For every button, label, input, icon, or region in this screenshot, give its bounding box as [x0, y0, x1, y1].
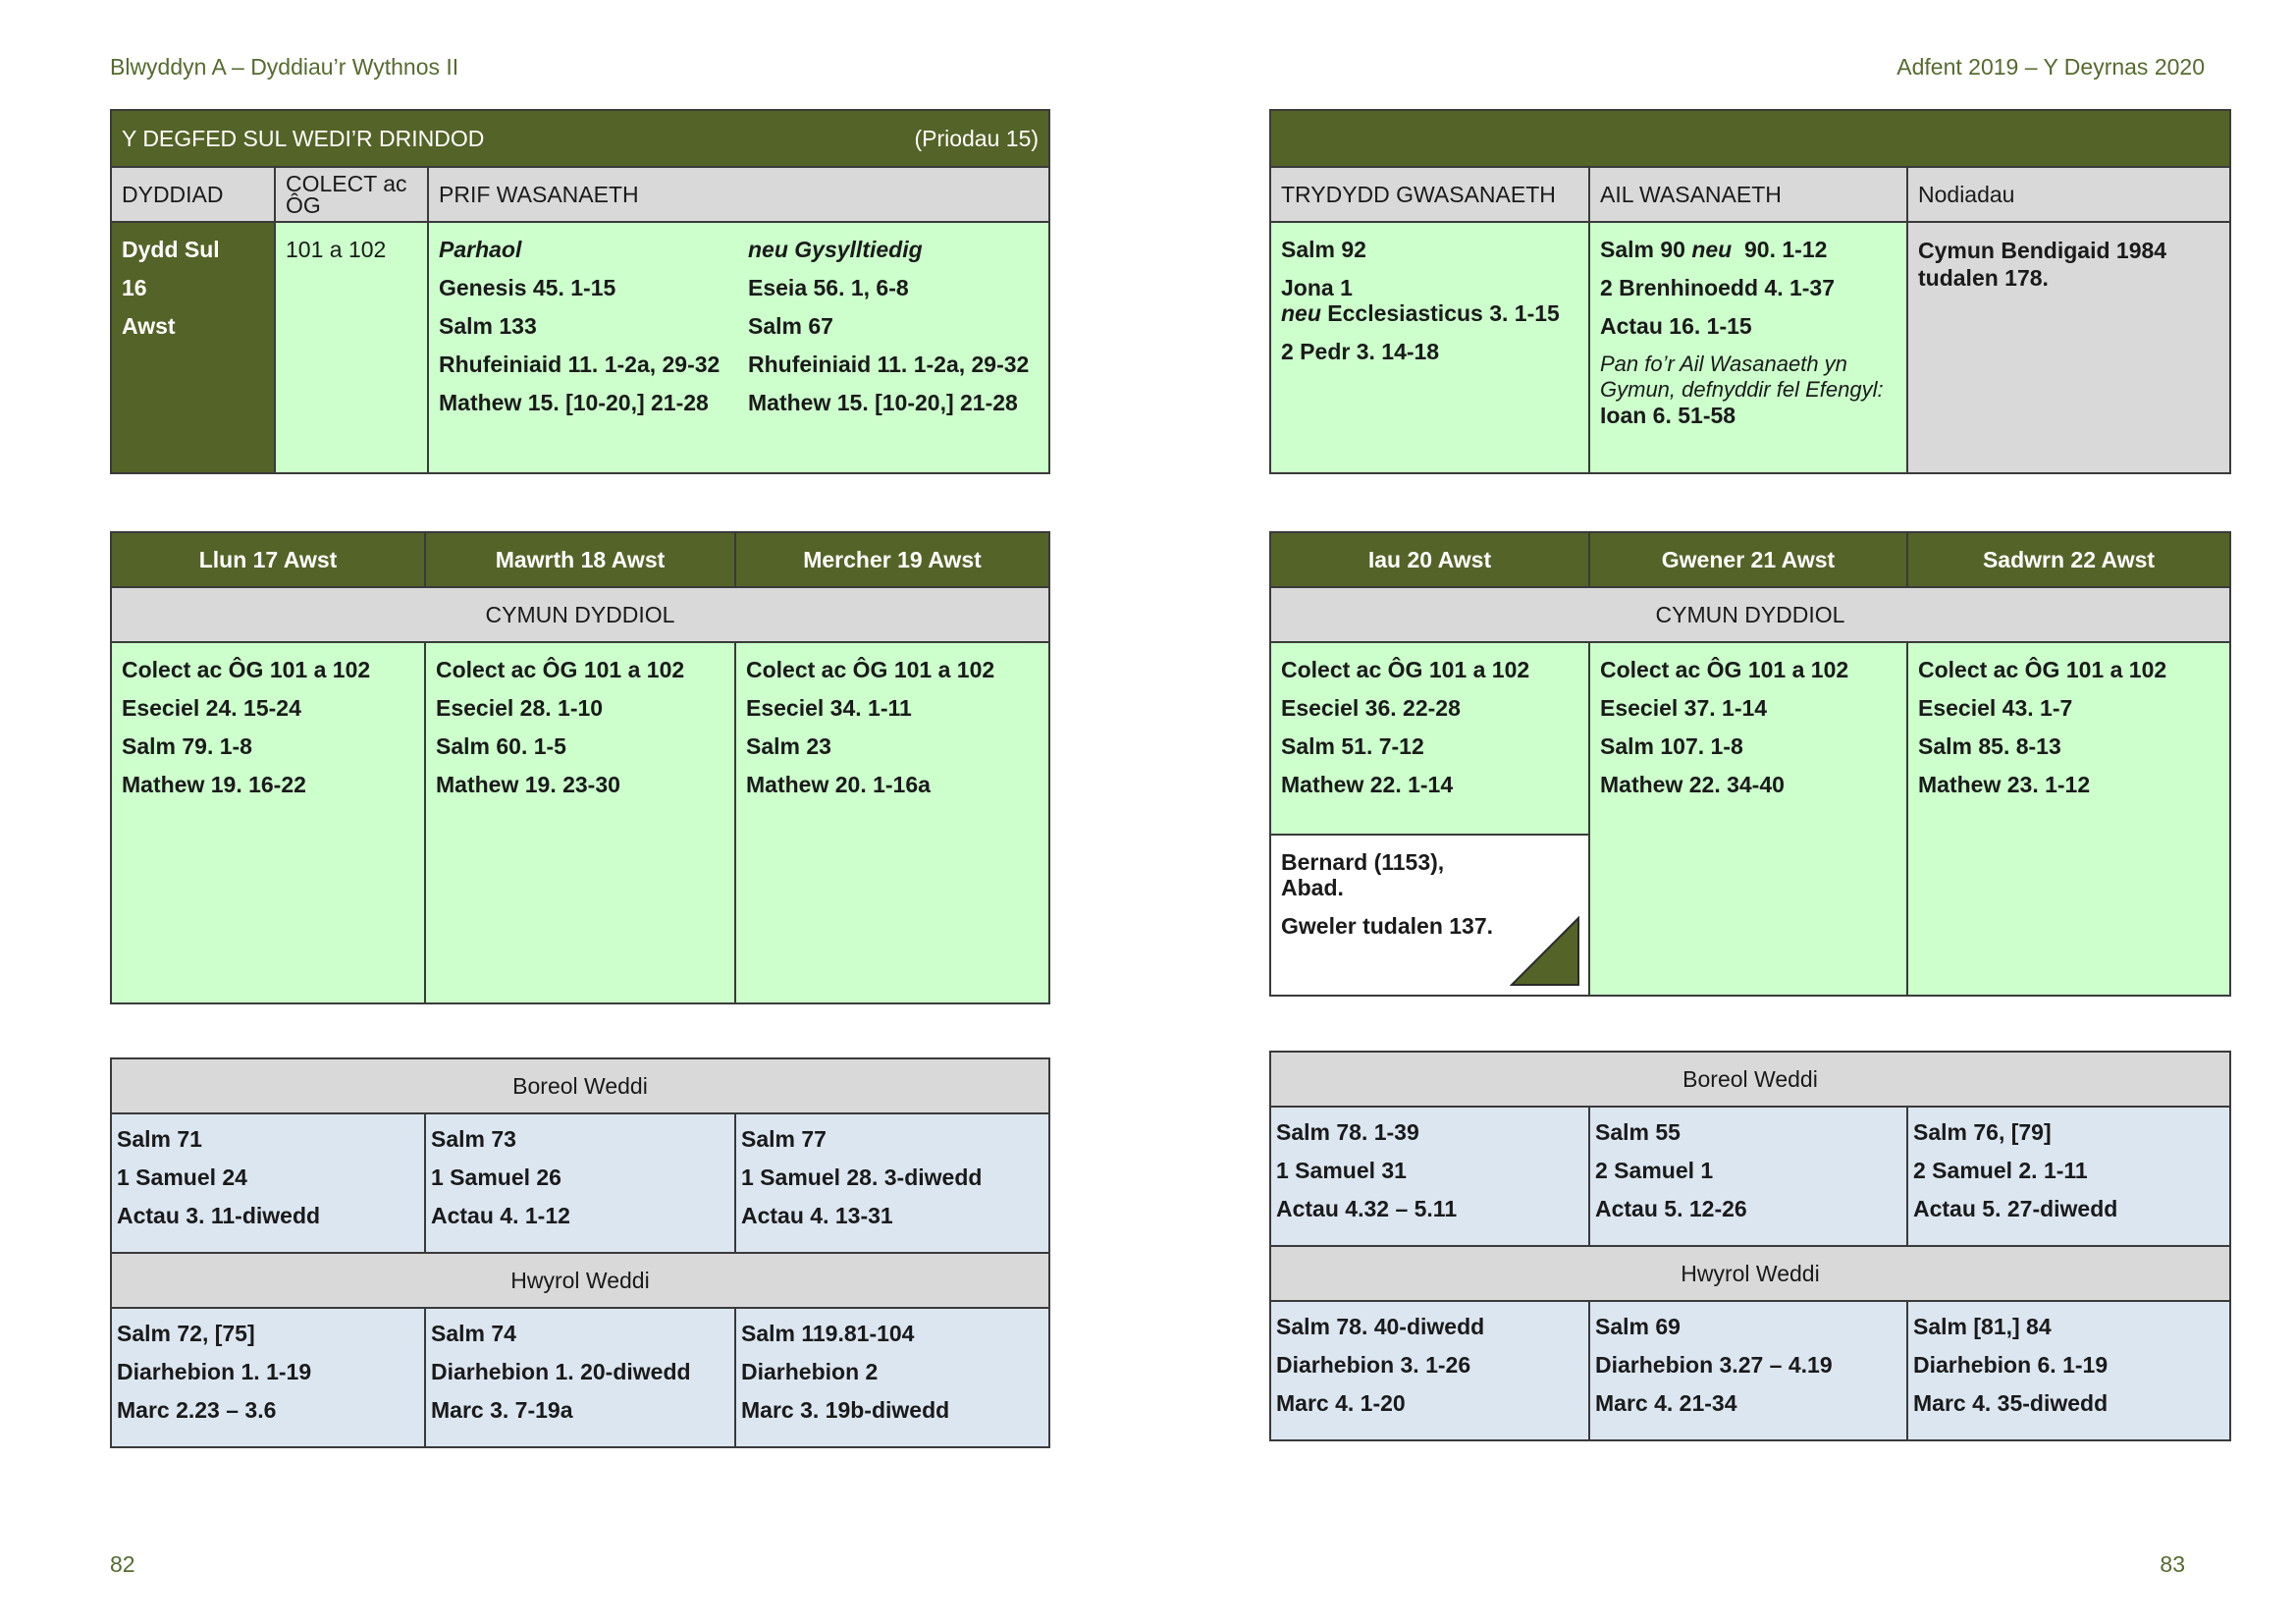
- sunday-continuous-cell: [428, 222, 738, 473]
- office-reading: Actau 5. 27-diwedd: [1913, 1196, 2118, 1221]
- morning-prayer-title: Boreol Weddi: [111, 1058, 1049, 1113]
- page-corner-triangle-icon: [1510, 916, 1580, 987]
- commemoration-cell: [1270, 835, 1589, 996]
- col-header-third: TRYDYDD GWASANAETH: [1270, 167, 1589, 222]
- col-header-day: DYDDIAD: [111, 167, 275, 222]
- continuous-reading: Rhufeiniaid 11. 1-2a, 29-32: [439, 352, 721, 377]
- section-title-cymun: CYMUN DYDDIOL: [111, 587, 1049, 642]
- office-reading: 1 Samuel 31: [1276, 1158, 1407, 1183]
- office-cell: [735, 1308, 1049, 1447]
- office-cell: [1907, 1301, 2230, 1440]
- office-reading: Salm 77: [741, 1126, 827, 1152]
- eucharist-reading: Colect ac ÔG 101 a 102: [1600, 657, 1849, 682]
- office-reading: Diarhebion 2: [741, 1359, 879, 1384]
- evening-prayer-title: Hwyrol Weddi: [1270, 1246, 2230, 1301]
- eucharist-reading: Mathew 22. 34-40: [1600, 772, 1785, 797]
- third-reading-2: 2 Pedr 3. 14-18: [1281, 339, 1440, 364]
- second-service-cell: [1589, 222, 1907, 473]
- office-reading: Diarhebion 6. 1-19: [1913, 1352, 2109, 1378]
- third-service-cell: [1270, 222, 1589, 473]
- office-cell: [425, 1308, 735, 1447]
- sunday-collect: 101 a 102: [286, 237, 387, 262]
- offices-table-right: [1269, 1051, 2231, 1441]
- day-header: Mercher 19 Awst: [735, 532, 1049, 587]
- eucharist-reading: Salm 85. 8-13: [1918, 733, 2061, 759]
- related-reading: Salm 67: [748, 313, 833, 339]
- office-reading: Marc 2.23 – 3.6: [117, 1397, 277, 1423]
- office-reading: Diarhebion 1. 20-diwedd: [431, 1359, 691, 1384]
- office-cell: [1589, 1301, 1907, 1440]
- office-cell: [1589, 1107, 1907, 1246]
- office-reading: 1 Samuel 26: [431, 1164, 561, 1190]
- offices-table-left: [110, 1057, 1050, 1448]
- col-header-principal: PRIF WASANAETH: [428, 167, 1049, 222]
- office-reading: Salm 69: [1595, 1314, 1681, 1339]
- running-header-left: Blwyddyn A – Dyddiau’r Wythnos II: [110, 54, 459, 80]
- sunday-table-right: [1269, 109, 2231, 474]
- sunday-title-bar-blank: [1270, 110, 2230, 167]
- sunday-table-left: [110, 109, 1050, 474]
- eucharist-reading: Eseciel 34. 1-11: [746, 695, 912, 721]
- related-reading: Eseia 56. 1, 6-8: [748, 275, 909, 300]
- office-reading: Marc 4. 35-diwedd: [1913, 1390, 2109, 1416]
- office-reading: Salm 78. 1-39: [1276, 1119, 1419, 1145]
- office-reading: Marc 3. 7-19a: [431, 1397, 573, 1423]
- office-cell: [1907, 1107, 2230, 1246]
- continuous-reading: Salm 133: [439, 313, 537, 339]
- eucharist-cell: [1907, 642, 2230, 996]
- office-cell: [735, 1113, 1049, 1253]
- eucharist-cell: [1589, 642, 1907, 996]
- day-header: Sadwrn 22 Awst: [1907, 532, 2230, 587]
- col-header-second: AIL WASANAETH: [1589, 167, 1907, 222]
- eucharist-reading: Eseciel 36. 22-28: [1281, 695, 1461, 721]
- eucharist-reading: Mathew 20. 1-16a: [746, 772, 931, 797]
- notes-text: Cymun Bendigaid 1984 tudalen 178.: [1918, 238, 2167, 291]
- commemoration-title: Abad.: [1281, 875, 1344, 900]
- page-number-left: 82: [110, 1551, 135, 1577]
- running-header-right: Adfent 2019 – Y Deyrnas 2020: [1896, 54, 2205, 80]
- eucharist-reading: Eseciel 37. 1-14: [1600, 695, 1768, 721]
- third-alt-text: Ecclesiasticus 3. 1-15: [1327, 300, 1560, 326]
- office-reading: Actau 4.32 – 5.11: [1276, 1196, 1458, 1221]
- office-reading: Salm 119.81-104: [741, 1321, 915, 1346]
- eucharist-cell: [1270, 642, 1589, 835]
- continuous-heading: Parhaol: [439, 237, 522, 262]
- sunday-related-cell: [738, 222, 1049, 473]
- third-psalm: Salm 92: [1281, 237, 1366, 262]
- office-reading: Diarhebion 3.27 – 4.19: [1595, 1352, 1833, 1378]
- sunday-day-number: 16: [122, 275, 147, 300]
- office-reading: Salm 72, [75]: [117, 1321, 255, 1346]
- office-cell: [111, 1308, 425, 1447]
- day-header: Gwener 21 Awst: [1589, 532, 1907, 587]
- second-psalm: [1600, 237, 1896, 262]
- office-reading: Marc 4. 1-20: [1276, 1390, 1406, 1416]
- eucharist-reading: Colect ac ÔG 101 a 102: [436, 657, 685, 682]
- sunday-day-month: Awst: [122, 313, 176, 339]
- eucharist-reading: Colect ac ÔG 101 a 102: [122, 657, 371, 682]
- second-reading-2: Actau 16. 1-15: [1600, 313, 1752, 339]
- sunday-proper: (Priodau 15): [914, 125, 1040, 151]
- day-header: Llun 17 Awst: [111, 532, 425, 587]
- office-reading: Salm 71: [117, 1126, 202, 1152]
- commemoration-name: Bernard (1153),: [1281, 849, 1445, 875]
- office-reading: Actau 3. 11-diwedd: [117, 1203, 321, 1228]
- office-reading: Salm 55: [1595, 1119, 1681, 1145]
- related-heading: neu Gysylltiedig: [748, 237, 923, 262]
- eucharist-reading: Mathew 19. 16-22: [122, 772, 306, 797]
- commemoration-ref: Gweler tudalen 137.: [1281, 913, 1494, 939]
- third-alt-reading: [1281, 300, 1578, 326]
- second-note: Pan fo’r Ail Wasanaeth yn Gymun, defnyddir fel Efengyl:: [1600, 352, 1884, 402]
- office-reading: Actau 4. 13-31: [741, 1203, 893, 1228]
- office-cell: [425, 1113, 735, 1253]
- notes-cell: [1907, 222, 2230, 473]
- sunday-collect-cell: [275, 222, 428, 473]
- day-header: Mawrth 18 Awst: [425, 532, 735, 587]
- alt-word: neu: [1691, 237, 1733, 262]
- office-cell: [111, 1113, 425, 1253]
- office-reading: Salm 74: [431, 1321, 516, 1346]
- office-reading: Marc 3. 19b-diwedd: [741, 1397, 950, 1423]
- eucharist-reading: Eseciel 28. 1-10: [436, 695, 604, 721]
- eucharist-reading: Mathew 22. 1-14: [1281, 772, 1454, 797]
- weekday-eucharist-right: [1269, 531, 2231, 997]
- office-reading: Salm [81,] 84: [1913, 1314, 2052, 1339]
- office-reading: 1 Samuel 24: [117, 1164, 247, 1190]
- alt-word: neu: [1281, 300, 1321, 326]
- weekday-eucharist-left: [110, 531, 1050, 1004]
- eucharist-reading: Salm 23: [746, 733, 831, 759]
- eucharist-reading: Mathew 19. 23-30: [436, 772, 620, 797]
- section-title-cymun: CYMUN DYDDIOL: [1270, 587, 2230, 642]
- office-cell: [1270, 1107, 1589, 1246]
- col-header-collect: COLECT ac ÔG: [275, 167, 428, 222]
- sunday-day-cell: [111, 222, 275, 473]
- eucharist-reading: Colect ac ÔG 101 a 102: [1918, 657, 2167, 682]
- related-reading: Rhufeiniaid 11. 1-2a, 29-32: [748, 352, 1030, 377]
- evening-prayer-title: Hwyrol Weddi: [111, 1253, 1049, 1308]
- third-reading-1: Jona 1: [1281, 275, 1353, 300]
- office-reading: 1 Samuel 28. 3-diwedd: [741, 1164, 983, 1190]
- office-reading: 2 Samuel 2. 1-11: [1913, 1158, 2088, 1183]
- office-reading: Salm 76, [79]: [1913, 1119, 2052, 1145]
- eucharist-reading: Eseciel 43. 1-7: [1918, 695, 2073, 721]
- eucharist-reading: Salm 51. 7-12: [1281, 733, 1424, 759]
- office-cell: [1270, 1301, 1589, 1440]
- eucharist-reading: Salm 79. 1-8: [122, 733, 252, 759]
- col-header-notes: Nodiadau: [1907, 167, 2230, 222]
- continuous-reading: Mathew 15. [10-20,] 21-28: [439, 390, 709, 415]
- continuous-reading: Genesis 45. 1-15: [439, 275, 616, 300]
- eucharist-cell: [735, 642, 1049, 1003]
- second-gospel: Ioan 6. 51-58: [1600, 403, 1736, 428]
- eucharist-reading: Colect ac ÔG 101 a 102: [1281, 657, 1530, 682]
- sunday-day-name: Dydd Sul: [122, 237, 220, 262]
- eucharist-reading: Salm 107. 1-8: [1600, 733, 1743, 759]
- related-reading: Mathew 15. [10-20,] 21-28: [748, 390, 1018, 415]
- eucharist-reading: Colect ac ÔG 101 a 102: [746, 657, 995, 682]
- sunday-title-bar: [111, 110, 1049, 167]
- day-header: Iau 20 Awst: [1270, 532, 1589, 587]
- sunday-title: Y DEGFED SUL WEDI’R DRINDOD: [122, 125, 485, 151]
- eucharist-reading: Salm 60. 1-5: [436, 733, 566, 759]
- eucharist-reading: Eseciel 24. 15-24: [122, 695, 301, 721]
- office-reading: Diarhebion 3. 1-26: [1276, 1352, 1471, 1378]
- second-psalm-a: Salm 90: [1600, 237, 1685, 262]
- office-reading: Salm 73: [431, 1126, 516, 1152]
- office-reading: Marc 4. 21-34: [1595, 1390, 1737, 1416]
- eucharist-cell: [111, 642, 425, 1003]
- second-psalm-b: 90. 1-12: [1744, 237, 1828, 262]
- office-reading: Actau 4. 1-12: [431, 1203, 570, 1228]
- office-reading: 2 Samuel 1: [1595, 1158, 1714, 1183]
- eucharist-reading: Mathew 23. 1-12: [1918, 772, 2091, 797]
- office-reading: Actau 5. 12-26: [1595, 1196, 1747, 1221]
- office-reading: Salm 78. 40-diwedd: [1276, 1314, 1485, 1339]
- page-number-right: 83: [2160, 1551, 2185, 1577]
- second-reading-1: 2 Brenhinoedd 4. 1-37: [1600, 275, 1836, 300]
- eucharist-cell: [425, 642, 735, 1003]
- morning-prayer-title: Boreol Weddi: [1270, 1052, 2230, 1107]
- office-reading: Diarhebion 1. 1-19: [117, 1359, 312, 1384]
